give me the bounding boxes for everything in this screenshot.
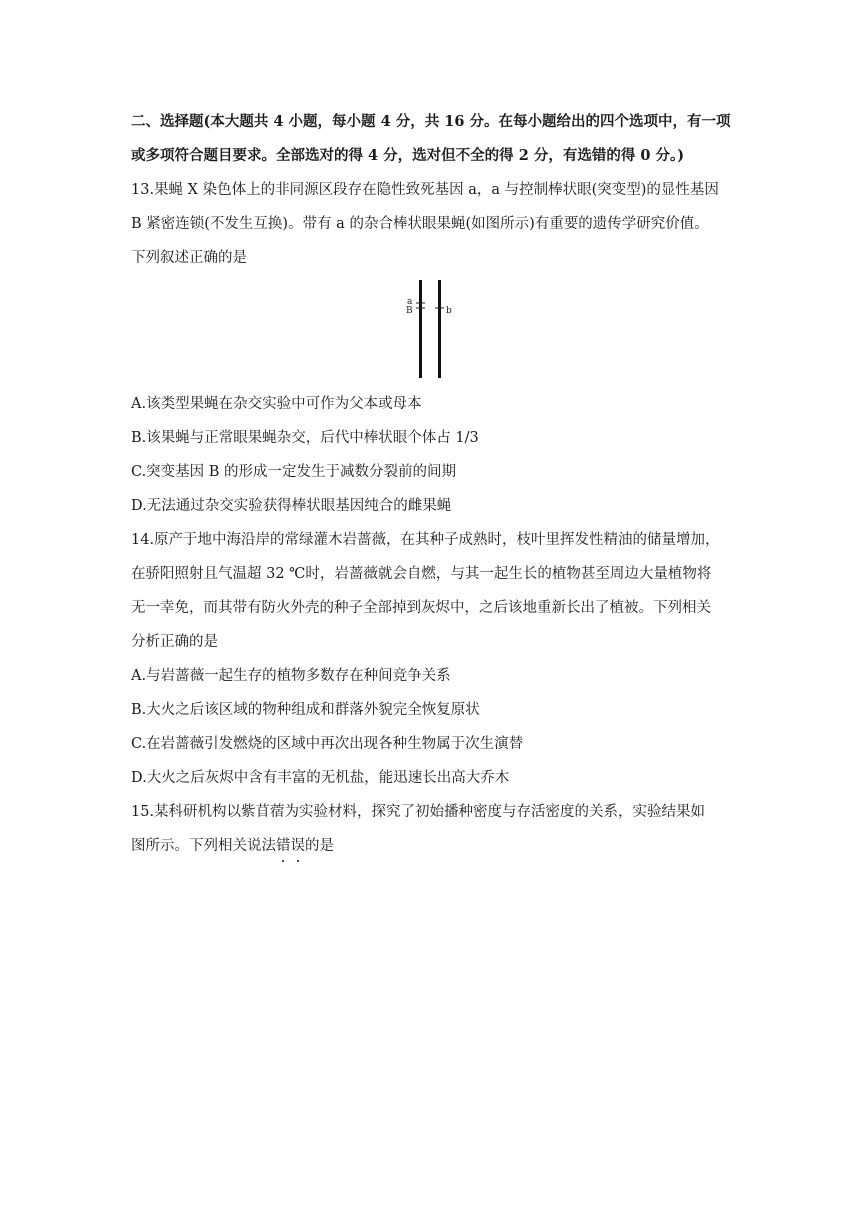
section-header-line-2: 或多项符合题目要求。全部选对的得 4 分，选对但不全的得 2 分，有选错的得 0 分。) <box>131 147 685 164</box>
q13-option-d: D.无法通过杂交实验获得棒状眼基因纯合的雌果蝇 <box>131 498 452 514</box>
q14-stem-line-4: 分析正确的是 <box>131 634 218 650</box>
gene-label-B: B <box>406 306 413 316</box>
q13-option-c: C.突变基因 B 的形成一定发生于减数分裂前的间期 <box>131 464 457 480</box>
chromosome-figure <box>400 280 460 380</box>
q14-option-a: A.与岩蔷薇一起生存的植物多数存在种间竞争关系 <box>131 668 451 684</box>
q13-stem-line-2: B 紧密连锁(不发生互换)。带有 a 的杂合棒状眼果蝇(如图所示)有重要的遗传学研究价值。 <box>131 216 709 232</box>
gene-label-a: a <box>407 297 413 307</box>
q15-stem-line-1: 15.某科研机构以紫苜蓿为实验材料，探究了初始播种密度与存活密度的关系，实验结果如 <box>131 804 706 820</box>
q14-option-d: D.大火之后灰烬中含有丰富的无机盐，能迅速长出高大乔木 <box>131 770 510 786</box>
q14-stem-line-1: 14.原产于地中海沿岸的常绿灌木岩蔷薇，在其种子成熟时，枝叶里挥发性精油的储量增加， <box>131 532 720 548</box>
q15-stem-line-2 <box>131 836 731 856</box>
emphasis-char-wu: 误 <box>290 838 305 854</box>
q13-stem-line-3: 下列叙述正确的是 <box>131 250 247 266</box>
q14-stem-line-2: 在骄阳照射且气温超 32 ℃时，岩蔷薇就会自燃，与其一起生长的植物甚至周边大量植物将 <box>131 566 712 582</box>
chromosome-right <box>438 280 441 378</box>
q14-option-c: C.在岩蔷薇引发燃烧的区域中再次出现各种生物属于次生演替 <box>131 736 524 752</box>
gene-label-b: b <box>446 306 452 316</box>
emphasis-char-cuo: 错 <box>276 838 291 854</box>
q14-stem-line-3: 无一幸免，而其带有防火外壳的种子全部掉到灰烬中，之后该地重新长出了植被。下列相关 <box>131 600 711 616</box>
q13-stem-line-1: 13.果蝇 X 染色体上的非同源区段存在隐性致死基因 a，a 与控制棒状眼(突变型)的显性基因 <box>131 182 719 198</box>
chromosome-left <box>419 280 422 378</box>
q15-stem-prefix: 图所示。下列相关说法 <box>131 838 276 854</box>
q13-option-a: A.该类型果蝇在杂交实验中可作为父本或母本 <box>131 396 422 412</box>
q13-option-b: B.该果蝇与正常眼果蝇杂交，后代中棒状眼个体占 1/3 <box>131 430 479 446</box>
section-header-line-1: 二、选择题(本大题共 4 小题，每小题 4 分，共 16 分。在每小题给出的四个选项中，有一项 <box>131 113 731 130</box>
q15-stem-suffix: 的是 <box>305 838 334 854</box>
q14-option-b: B.大火之后该区域的物种组成和群落外貌完全恢复原状 <box>131 702 480 718</box>
